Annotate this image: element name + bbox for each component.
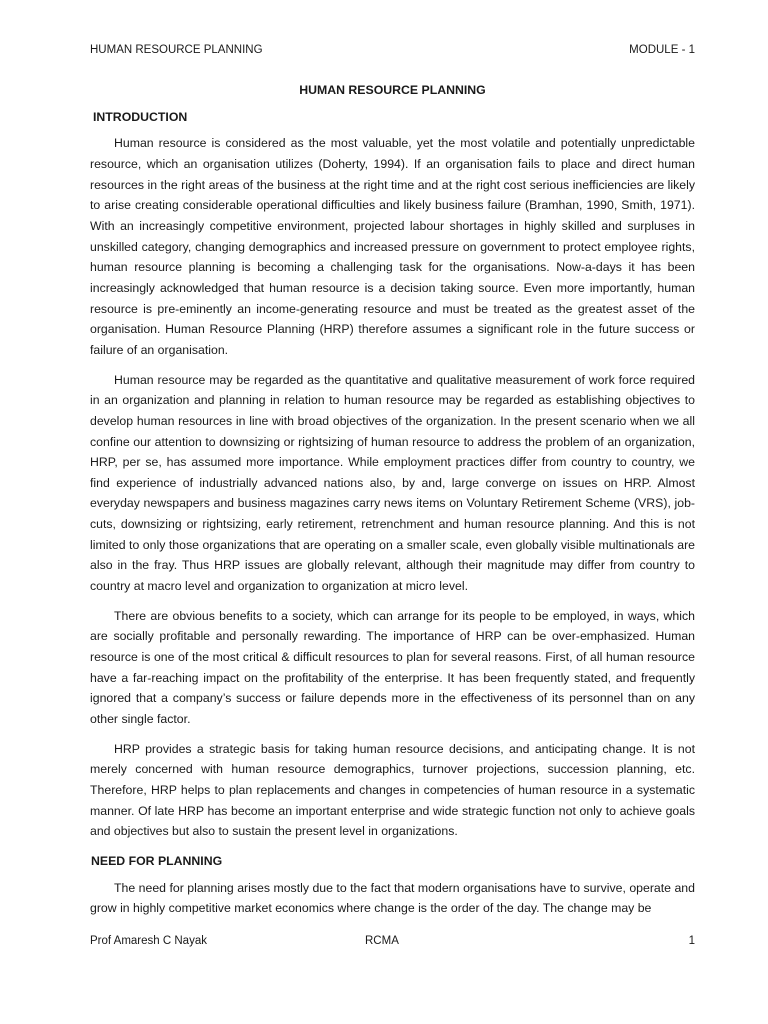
page-footer <box>90 935 695 951</box>
footer-institution: RCMA <box>365 935 399 947</box>
page-number: 1 <box>688 935 695 947</box>
document-title: HUMAN RESOURCE PLANNING <box>299 83 486 97</box>
paragraph: There are obvious benefits to a society, which can arrange for its people to be employed, in ways, which are socially profitable and personally rewarding. The importance of HRP can be over-emphasized. Human resource is one of the most critical & difficult resources to plan for several reasons. First, of all human resource have a far-reaching impact on the profitability of the enterprise. It has been frequently stated, and frequently ignored that a company’s success or failure depends more in the effectiveness of its personnel than on any other single factor. <box>90 608 695 727</box>
paragraph: Human resource may be regarded as the quantitative and qualitative measurement of work force required in an organization and planning in relation to human resource may be regarded as establishing objectives to develop human resources in line with broad objectives of the organization. In the present scenario when we all confine our attention to downsizing or rightsizing of human resource to address the problem of an organization, HRP, per se, has assumed more importance. While employment practices differ from country to country, we find experience of industrially advanced nations also, by and, large converge on issues on HRP. Almost everyday newspapers and business magazines carry news items on Voluntary Retirement Scheme (VRS), job-cuts, downsizing or rightsizing, early retirement, retrenchment and human resource planning. And this is not limited to only those organizations that are operating on a smaller scale, even globally visible multinationals are also in the fray. Thus HRP issues are globally relevant, although their magnitude may differ from country to country at macro level and organization to organization at micro level. <box>90 372 695 594</box>
paragraph: The need for planning arises mostly due to the fact that modern organisations have to survive, operate and grow in highly competitive market economics where change is the order of the day. The change may be <box>90 880 695 916</box>
paragraph: Human resource is considered as the most valuable, yet the most volatile and potentially unpredictable resource, which an organisation utilizes (Doherty, 1994). If an organisation fails to place and direct human resources in the right areas of the business at the right time and at the right cost serious inefficiencies are likely to arise creating considerable operational difficulties and likely business failure (Bramhan, 1990, Smith, 1971). With an increasingly competitive environment, projected labour shortages in highly skilled and surpluses in unskilled category, changing demographics and increased pressure on government to protect employee rights, human resource planning is becoming a challenging task for the organisations. Now-a-days it has been increasingly acknowledged that human resource is a decision taking source. Even more importantly, human resource is pre-eminently an income-generating resource and must be treated as the greatest asset of the organisation. Human Resource Planning (HRP) therefore assumes a significant role in the future success or failure of an organisation. <box>90 136 695 357</box>
section-heading-introduction: INTRODUCTION <box>93 109 188 124</box>
header-title: HUMAN RESOURCE PLANNING <box>90 44 263 56</box>
header-module: MODULE - 1 <box>629 44 695 56</box>
document-body <box>90 80 695 925</box>
footer-author: Prof Amaresh C Nayak <box>90 935 207 947</box>
page-header <box>90 44 695 60</box>
paragraph: HRP provides a strategic basis for taking human resource decisions, and anticipating change. It is not merely concerned with human resource demographics, turnover projections, succession planning, etc. Therefore, HRP helps to plan replacements and changes in competencies of human resource in a systematic manner. Of late HRP has become an important enterprise and wide strategic function not only to achieve goals and objectives but also to sustain the present level in organizations. <box>90 741 695 839</box>
section-heading-need-for-planning: NEED FOR PLANNING <box>91 853 223 868</box>
